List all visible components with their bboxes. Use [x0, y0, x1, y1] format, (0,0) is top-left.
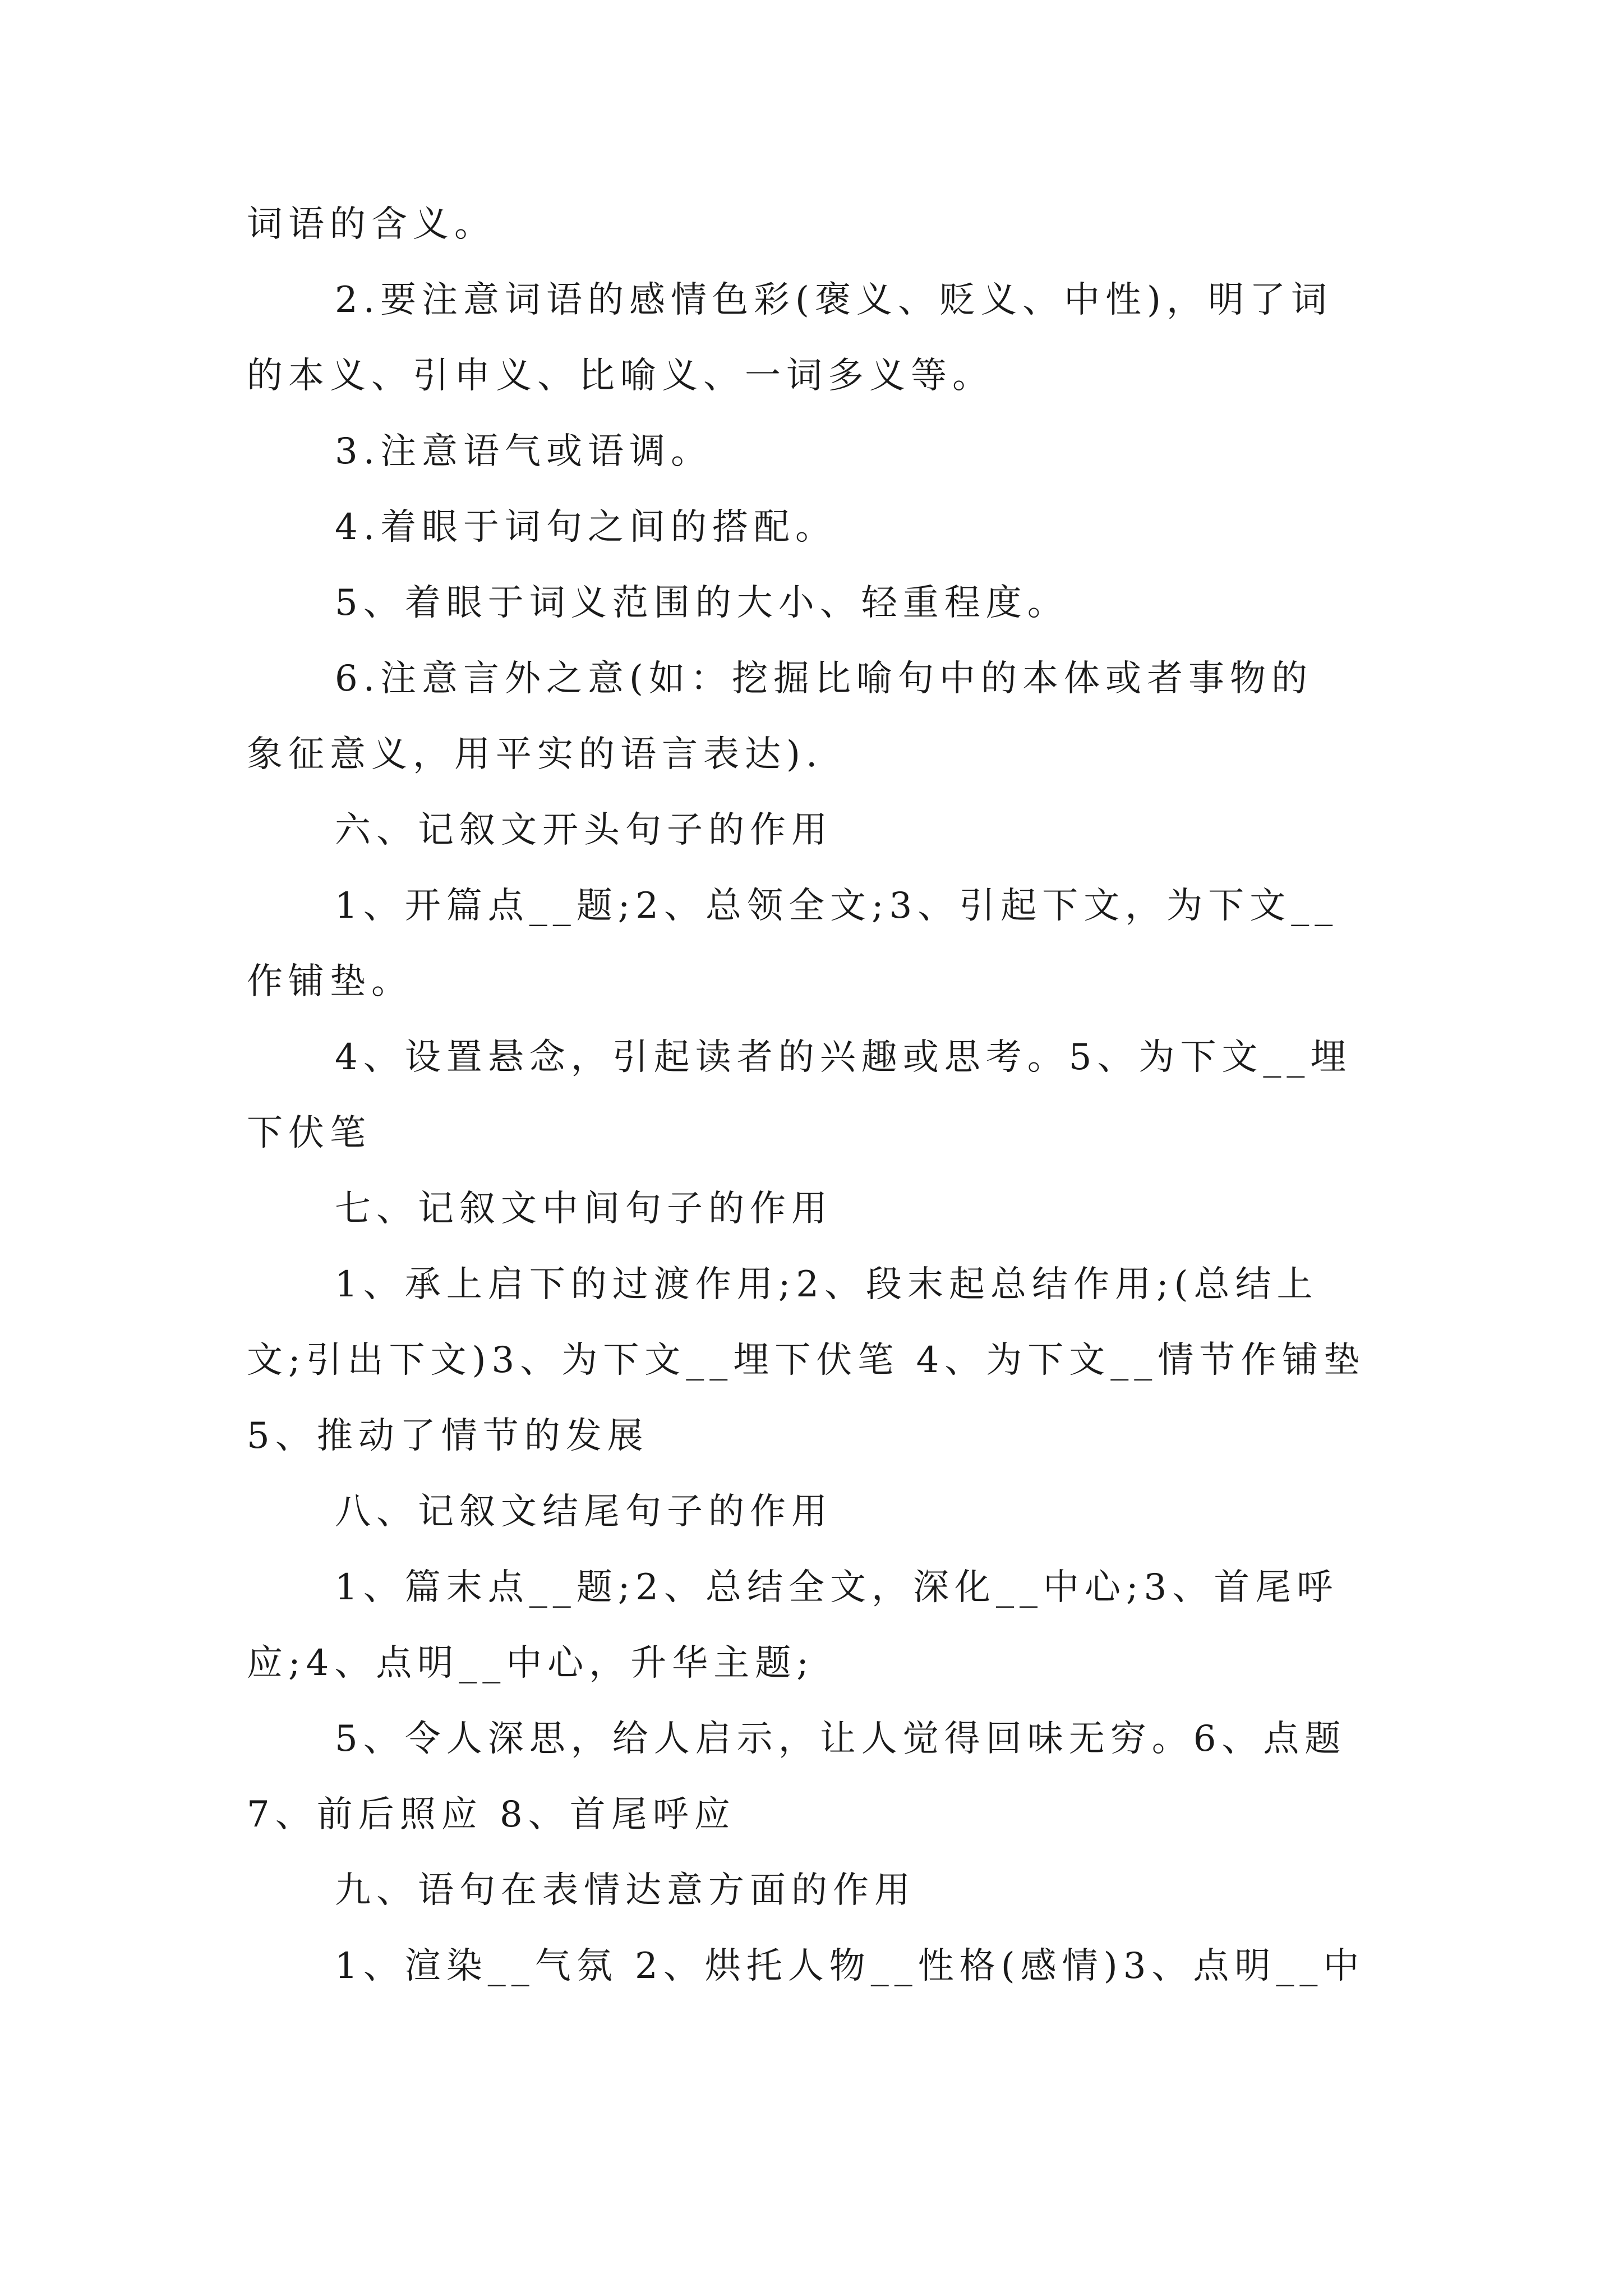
section-heading: 八、记叙文结尾句子的作用: [335, 1491, 833, 1533]
text-line: 象征意义，用平实的语言表达).: [247, 734, 823, 775]
text-line: 应;4、点明__中心，升华主题;: [247, 1642, 814, 1684]
text-line: 词语的含义。: [247, 204, 496, 245]
text-line: 6.注意言外之意(如：挖掘比喻句中的本体或者事物的: [335, 658, 1313, 700]
text-line: 4、设置悬念，引起读者的兴趣或思考。5、为下文__埋: [335, 1037, 1352, 1078]
text-line: 文;引出下文)3、为下文__埋下伏笔 4、为下文__情节作铺垫: [247, 1340, 1366, 1381]
section-heading: 六、记叙文开头句子的作用: [335, 809, 833, 851]
text-line: 5、推动了情节的发展: [247, 1415, 649, 1457]
text-line: 4.着眼于词句之间的搭配。: [335, 507, 837, 548]
text-line: 下伏笔: [247, 1112, 371, 1154]
section-heading: 七、记叙文中间句子的作用: [335, 1188, 833, 1230]
text-line: 的本义、引申义、比喻义、一词多义等。: [247, 355, 994, 397]
text-line: 1、承上启下的过渡作用;2、段末起总结作用;(总结上: [335, 1264, 1318, 1305]
text-line: 1、渲染__气氛 2、烘托人物__性格(感情)3、点明__中: [335, 1945, 1365, 1987]
text-line: 作铺垫。: [247, 961, 413, 1002]
text-line: 5、着眼于词义范围的大小、轻重程度。: [335, 582, 1069, 624]
section-heading: 九、语句在表情达意方面的作用: [335, 1870, 916, 1911]
text-line: 7、前后照应 8、首尾呼应: [247, 1794, 736, 1835]
text-line: 2.要注意词语的感情色彩(褒义、贬义、中性)，明了词: [335, 279, 1332, 321]
text-line: 5、令人深思，给人启示，让人觉得回味无穷。6、点题: [335, 1718, 1347, 1760]
text-line: 1、篇末点__题;2、总结全文，深化__中心;3、首尾呼: [335, 1567, 1339, 1608]
text-line: 1、开篇点__题;2、总领全文;3、引起下文，为下文__: [335, 885, 1339, 927]
text-line: 3.注意语气或语调。: [335, 431, 713, 472]
